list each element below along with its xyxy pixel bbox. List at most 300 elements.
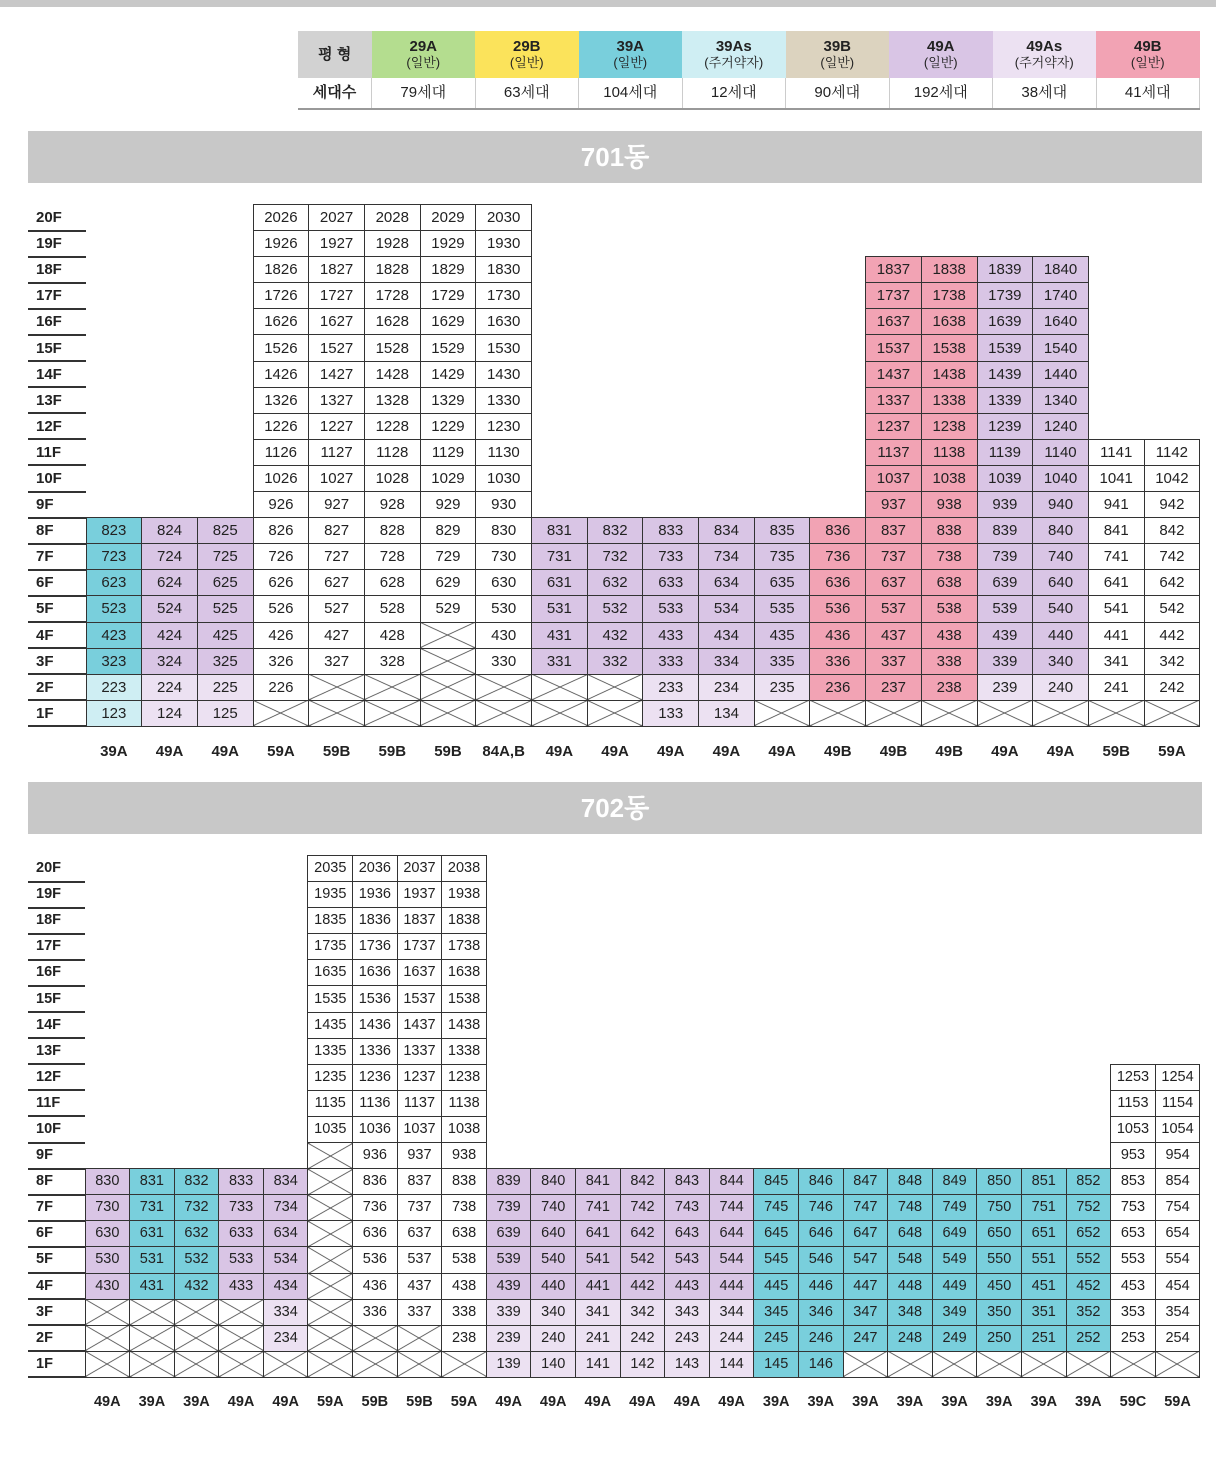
empty-cell bbox=[643, 439, 699, 465]
empty-cell bbox=[532, 361, 588, 387]
unit-type-label: 49A bbox=[584, 1394, 612, 1411]
unit-cell: 443 bbox=[665, 1273, 710, 1299]
floor-row bbox=[28, 934, 1200, 960]
empty-cell bbox=[263, 1116, 308, 1142]
legend-type-sub: (일반) bbox=[509, 54, 544, 70]
unit-cell: 540 bbox=[1033, 596, 1089, 622]
empty-cell bbox=[531, 1143, 576, 1169]
unit-type-label: 59C bbox=[1119, 1394, 1147, 1411]
empty-cell bbox=[587, 231, 643, 257]
floor-row bbox=[28, 1325, 1200, 1351]
floor-row bbox=[28, 622, 1200, 648]
unit-cell: 1529 bbox=[420, 335, 476, 361]
empty-cell bbox=[643, 361, 699, 387]
unit-cell: 427 bbox=[309, 622, 365, 648]
legend-type-29b bbox=[475, 31, 579, 78]
no-unit-cell bbox=[219, 1325, 264, 1351]
unit-cell: 1539 bbox=[977, 335, 1033, 361]
empty-cell bbox=[197, 309, 253, 335]
unit-type-label: 59B bbox=[1102, 743, 1130, 761]
unit-cell: 1028 bbox=[364, 465, 420, 491]
empty-cell bbox=[86, 361, 142, 387]
unit-cell: 2029 bbox=[420, 205, 476, 231]
unit-cell: 733 bbox=[219, 1195, 264, 1221]
unit-type-label: 59A bbox=[450, 1394, 478, 1411]
unit-cell: 423 bbox=[86, 622, 142, 648]
unit-cell: 1726 bbox=[253, 283, 309, 309]
unit-cell: 338 bbox=[921, 648, 977, 674]
unit-cell: 1736 bbox=[353, 934, 398, 960]
unit-cell: 1839 bbox=[977, 257, 1033, 283]
empty-cell bbox=[620, 986, 665, 1012]
empty-cell bbox=[130, 1143, 175, 1169]
unit-type-label: 59B bbox=[406, 1394, 433, 1411]
unit-cell: 538 bbox=[442, 1247, 487, 1273]
unit-cell: 954 bbox=[1155, 1143, 1200, 1169]
unit-cell: 1935 bbox=[308, 882, 353, 908]
unit-cell: 145 bbox=[754, 1351, 799, 1377]
unit-cell: 347 bbox=[843, 1299, 888, 1325]
floor-row bbox=[28, 361, 1200, 387]
empty-cell bbox=[699, 335, 755, 361]
empty-cell bbox=[197, 257, 253, 283]
empty-cell bbox=[665, 1012, 710, 1038]
unit-cell: 631 bbox=[532, 570, 588, 596]
floor-label: 18F bbox=[28, 257, 86, 283]
unit-cell: 553 bbox=[1111, 1247, 1156, 1273]
unit-cell: 1629 bbox=[420, 309, 476, 335]
empty-cell bbox=[486, 986, 531, 1012]
floor-label: 12F bbox=[28, 413, 86, 439]
unit-cell: 1127 bbox=[309, 439, 365, 465]
empty-cell bbox=[85, 1116, 130, 1142]
empty-cell bbox=[843, 1012, 888, 1038]
unit-cell: 1154 bbox=[1155, 1090, 1200, 1116]
floor-label: 5F bbox=[28, 596, 86, 622]
unit-cell: 339 bbox=[977, 648, 1033, 674]
unit-cell: 1626 bbox=[253, 309, 309, 335]
unit-cell: 928 bbox=[364, 492, 420, 518]
legend-count-29b: 63세대 bbox=[475, 78, 579, 109]
unit-cell: 1929 bbox=[420, 231, 476, 257]
empty-cell bbox=[754, 1116, 799, 1142]
empty-cell bbox=[709, 986, 754, 1012]
empty-cell bbox=[86, 335, 142, 361]
empty-cell bbox=[576, 1143, 621, 1169]
empty-cell bbox=[754, 257, 810, 283]
no-unit-cell bbox=[888, 1351, 933, 1377]
unit-cell: 1740 bbox=[1033, 283, 1089, 309]
unit-cell: 354 bbox=[1155, 1299, 1200, 1325]
empty-cell bbox=[219, 960, 264, 986]
unit-cell: 1836 bbox=[353, 908, 398, 934]
legend-type-name: 39As bbox=[715, 37, 752, 55]
unit-cell: 328 bbox=[364, 648, 420, 674]
unit-cell: 552 bbox=[1066, 1247, 1111, 1273]
unit-cell: 1138 bbox=[921, 439, 977, 465]
empty-cell bbox=[174, 1012, 219, 1038]
empty-cell bbox=[1111, 986, 1156, 1012]
unit-cell: 1141 bbox=[1088, 439, 1144, 465]
empty-cell bbox=[1155, 856, 1200, 882]
empty-cell bbox=[587, 257, 643, 283]
unit-cell: 330 bbox=[476, 648, 532, 674]
empty-cell bbox=[1155, 1038, 1200, 1064]
empty-cell bbox=[1111, 882, 1156, 908]
unit-cell: 442 bbox=[620, 1273, 665, 1299]
empty-cell bbox=[699, 413, 755, 439]
empty-cell bbox=[643, 413, 699, 439]
empty-cell bbox=[754, 283, 810, 309]
unit-cell: 832 bbox=[174, 1169, 219, 1195]
empty-cell bbox=[587, 361, 643, 387]
unit-cell: 1738 bbox=[921, 283, 977, 309]
unit-cell: 654 bbox=[1155, 1221, 1200, 1247]
unit-cell: 1140 bbox=[1033, 439, 1089, 465]
unit-cell: 1327 bbox=[309, 387, 365, 413]
unit-cell: 431 bbox=[532, 622, 588, 648]
unit-cell: 636 bbox=[810, 570, 866, 596]
legend-type-name: 49As bbox=[1026, 37, 1063, 55]
unit-cell: 233 bbox=[643, 674, 699, 700]
empty-cell bbox=[754, 986, 799, 1012]
unit-cell: 526 bbox=[253, 596, 309, 622]
empty-cell bbox=[531, 1012, 576, 1038]
unit-type-label: 39A bbox=[138, 1394, 166, 1411]
empty-cell bbox=[85, 1064, 130, 1090]
unit-cell: 835 bbox=[754, 518, 810, 544]
empty-cell bbox=[921, 205, 977, 231]
empty-cell bbox=[85, 934, 130, 960]
empty-cell bbox=[888, 986, 933, 1012]
unit-cell: 639 bbox=[486, 1221, 531, 1247]
empty-cell bbox=[843, 1064, 888, 1090]
empty-cell bbox=[620, 1090, 665, 1116]
empty-cell bbox=[130, 1064, 175, 1090]
unit-cell: 1928 bbox=[364, 231, 420, 257]
empty-cell bbox=[532, 257, 588, 283]
unit-cell: 833 bbox=[219, 1169, 264, 1195]
no-unit-cell bbox=[977, 700, 1033, 726]
unit-cell: 440 bbox=[1033, 622, 1089, 648]
empty-cell bbox=[754, 361, 810, 387]
empty-cell bbox=[532, 413, 588, 439]
empty-cell bbox=[130, 856, 175, 882]
no-unit-cell bbox=[130, 1351, 175, 1377]
unit-cell: 430 bbox=[476, 622, 532, 648]
empty-cell bbox=[587, 205, 643, 231]
unit-type-label: 49B bbox=[935, 743, 963, 761]
unit-cell: 628 bbox=[364, 570, 420, 596]
empty-cell bbox=[219, 1143, 264, 1169]
unit-cell: 234 bbox=[699, 674, 755, 700]
unit-type-label: 39A bbox=[1075, 1394, 1102, 1411]
empty-cell bbox=[665, 1116, 710, 1142]
unit-cell: 252 bbox=[1066, 1325, 1111, 1351]
unit-cell: 844 bbox=[709, 1169, 754, 1195]
unit-cell: 438 bbox=[921, 622, 977, 648]
empty-cell bbox=[866, 231, 922, 257]
empty-cell bbox=[531, 1116, 576, 1142]
empty-cell bbox=[1144, 335, 1200, 361]
floor-label: 8F bbox=[28, 1169, 85, 1195]
empty-cell bbox=[709, 1012, 754, 1038]
unit-cell: 638 bbox=[442, 1221, 487, 1247]
empty-cell bbox=[888, 882, 933, 908]
unit-cell: 840 bbox=[531, 1169, 576, 1195]
floor-row bbox=[28, 648, 1200, 674]
unit-cell: 1727 bbox=[309, 283, 365, 309]
empty-cell bbox=[932, 1012, 977, 1038]
unit-cell: 1537 bbox=[866, 335, 922, 361]
empty-cell bbox=[1021, 1090, 1066, 1116]
floor-row bbox=[28, 335, 1200, 361]
floor-label: 15F bbox=[28, 335, 86, 361]
empty-cell bbox=[843, 908, 888, 934]
empty-cell bbox=[486, 960, 531, 986]
unit-type-label: 49A bbox=[991, 743, 1019, 761]
unit-cell: 433 bbox=[643, 622, 699, 648]
unit-cell: 1228 bbox=[364, 413, 420, 439]
empty-cell bbox=[1111, 960, 1156, 986]
legend-type-49a bbox=[889, 31, 993, 78]
unit-cell: 533 bbox=[643, 596, 699, 622]
unit-cell: 744 bbox=[709, 1195, 754, 1221]
empty-cell bbox=[1144, 231, 1200, 257]
unit-cell: 754 bbox=[1155, 1195, 1200, 1221]
no-unit-cell bbox=[476, 674, 532, 700]
unit-cell: 831 bbox=[532, 518, 588, 544]
empty-cell bbox=[888, 1012, 933, 1038]
empty-cell bbox=[486, 1012, 531, 1038]
unit-cell: 327 bbox=[309, 648, 365, 674]
unit-cell: 331 bbox=[532, 648, 588, 674]
empty-cell bbox=[620, 1064, 665, 1090]
empty-cell bbox=[754, 309, 810, 335]
unit-cell: 244 bbox=[709, 1325, 754, 1351]
unit-cell: 530 bbox=[85, 1247, 130, 1273]
no-unit-cell bbox=[532, 674, 588, 700]
unit-cell: 536 bbox=[353, 1247, 398, 1273]
floor-label: 5F bbox=[28, 1247, 85, 1273]
unit-cell: 1530 bbox=[476, 335, 532, 361]
unit-cell: 537 bbox=[397, 1247, 442, 1273]
unit-type-label: 49A bbox=[227, 1394, 255, 1411]
unit-cell: 2035 bbox=[308, 856, 353, 882]
floor-label: 7F bbox=[28, 544, 86, 570]
empty-cell bbox=[142, 413, 198, 439]
unit-cell: 836 bbox=[810, 518, 866, 544]
unit-cell: 927 bbox=[309, 492, 365, 518]
unit-cell: 1638 bbox=[442, 960, 487, 986]
empty-cell bbox=[174, 986, 219, 1012]
empty-cell bbox=[532, 439, 588, 465]
unit-cell: 344 bbox=[709, 1299, 754, 1325]
unit-cell: 438 bbox=[442, 1273, 487, 1299]
floor-label: 20F bbox=[28, 856, 85, 882]
empty-cell bbox=[1021, 1038, 1066, 1064]
empty-cell bbox=[1021, 908, 1066, 934]
unit-cell: 1438 bbox=[921, 361, 977, 387]
empty-cell bbox=[977, 908, 1022, 934]
legend-type-49b bbox=[1096, 31, 1200, 78]
legend-type-name: 49A bbox=[926, 37, 955, 55]
empty-cell bbox=[197, 387, 253, 413]
unit-cell: 532 bbox=[587, 596, 643, 622]
unit-cell: 2026 bbox=[253, 205, 309, 231]
unit-type-label: 59B bbox=[322, 743, 351, 761]
unit-cell: 335 bbox=[754, 648, 810, 674]
empty-cell bbox=[799, 960, 844, 986]
unit-cell: 426 bbox=[253, 622, 309, 648]
unit-cell: 1126 bbox=[253, 439, 309, 465]
type-label-row bbox=[28, 726, 1200, 776]
unit-cell: 1138 bbox=[442, 1090, 487, 1116]
unit-cell: 125 bbox=[197, 700, 253, 726]
empty-cell bbox=[643, 309, 699, 335]
empty-cell bbox=[587, 309, 643, 335]
empty-cell bbox=[709, 1143, 754, 1169]
unit-cell: 1829 bbox=[420, 257, 476, 283]
empty-cell bbox=[888, 1143, 933, 1169]
empty-cell bbox=[197, 231, 253, 257]
unit-cell: 1139 bbox=[977, 439, 1033, 465]
empty-cell bbox=[130, 986, 175, 1012]
unit-cell: 324 bbox=[142, 648, 198, 674]
no-unit-cell bbox=[843, 1351, 888, 1377]
empty-cell bbox=[1021, 1143, 1066, 1169]
unit-cell: 1235 bbox=[308, 1064, 353, 1090]
unit-cell: 243 bbox=[665, 1325, 710, 1351]
empty-cell bbox=[1111, 1012, 1156, 1038]
unit-cell: 340 bbox=[1033, 648, 1089, 674]
unit-cell: 1338 bbox=[921, 387, 977, 413]
unit-cell: 633 bbox=[643, 570, 699, 596]
floor-row bbox=[28, 544, 1200, 570]
unit-type-label: 59B bbox=[434, 743, 462, 761]
empty-cell bbox=[754, 413, 810, 439]
unit-cell: 1042 bbox=[1144, 465, 1200, 491]
empty-cell bbox=[1066, 934, 1111, 960]
floor-row bbox=[28, 465, 1200, 491]
empty-cell bbox=[977, 1038, 1022, 1064]
unit-cell: 651 bbox=[1021, 1221, 1066, 1247]
unit-cell: 1237 bbox=[397, 1064, 442, 1090]
no-unit-cell bbox=[364, 700, 420, 726]
empty-cell bbox=[587, 439, 643, 465]
empty-cell bbox=[532, 283, 588, 309]
empty-cell bbox=[174, 1116, 219, 1142]
unit-cell: 254 bbox=[1155, 1325, 1200, 1351]
unit-cell: 537 bbox=[866, 596, 922, 622]
no-unit-cell bbox=[309, 674, 365, 700]
unit-cell: 1036 bbox=[353, 1116, 398, 1142]
floor-label: 16F bbox=[28, 309, 86, 335]
empty-cell bbox=[85, 1038, 130, 1064]
empty-cell bbox=[1066, 986, 1111, 1012]
unit-cell: 1830 bbox=[476, 257, 532, 283]
no-unit-cell bbox=[587, 700, 643, 726]
unit-type-label: 49A bbox=[712, 743, 741, 761]
unit-cell: 1029 bbox=[420, 465, 476, 491]
legend-count-49as: 38세대 bbox=[993, 78, 1097, 109]
floor-row bbox=[28, 908, 1200, 934]
empty-cell bbox=[810, 387, 866, 413]
unit-cell: 251 bbox=[1021, 1325, 1066, 1351]
empty-cell bbox=[699, 231, 755, 257]
unit-cell: 640 bbox=[531, 1221, 576, 1247]
empty-cell bbox=[1111, 934, 1156, 960]
empty-cell bbox=[709, 960, 754, 986]
unit-cell: 1527 bbox=[309, 335, 365, 361]
unit-cell: 1635 bbox=[308, 960, 353, 986]
floor-label: 2F bbox=[28, 1325, 85, 1351]
no-unit-cell bbox=[85, 1299, 130, 1325]
unit-cell: 639 bbox=[977, 570, 1033, 596]
unit-cell: 449 bbox=[932, 1273, 977, 1299]
unit-cell: 724 bbox=[142, 544, 198, 570]
unit-cell: 1826 bbox=[253, 257, 309, 283]
legend-type-name: 49B bbox=[1133, 37, 1162, 55]
empty-cell bbox=[699, 465, 755, 491]
unit-cell: 431 bbox=[130, 1273, 175, 1299]
floor-row bbox=[28, 570, 1200, 596]
unit-cell: 439 bbox=[977, 622, 1033, 648]
unit-cell: 425 bbox=[197, 622, 253, 648]
unit-cell: 649 bbox=[932, 1221, 977, 1247]
empty-cell bbox=[130, 882, 175, 908]
unit-cell: 941 bbox=[1088, 492, 1144, 518]
unit-cell: 738 bbox=[921, 544, 977, 570]
empty-cell bbox=[888, 960, 933, 986]
unit-cell: 353 bbox=[1111, 1299, 1156, 1325]
empty-cell bbox=[576, 986, 621, 1012]
empty-cell bbox=[699, 257, 755, 283]
empty-cell bbox=[1066, 908, 1111, 934]
empty-cell bbox=[1021, 1064, 1066, 1090]
unit-cell: 737 bbox=[397, 1195, 442, 1221]
empty-cell bbox=[1088, 413, 1144, 439]
legend-count-39as: 12세대 bbox=[682, 78, 786, 109]
unit-cell: 1054 bbox=[1155, 1116, 1200, 1142]
floor-label: 4F bbox=[28, 622, 86, 648]
unit-cell: 554 bbox=[1155, 1247, 1200, 1273]
floor-label: 1F bbox=[28, 700, 86, 726]
unit-cell: 451 bbox=[1021, 1273, 1066, 1299]
empty-cell bbox=[810, 257, 866, 283]
unit-type-label: 49A bbox=[629, 1394, 656, 1411]
empty-cell bbox=[1144, 257, 1200, 283]
empty-cell bbox=[587, 413, 643, 439]
unit-cell: 1137 bbox=[397, 1090, 442, 1116]
unit-cell: 831 bbox=[130, 1169, 175, 1195]
empty-cell bbox=[754, 205, 810, 231]
unit-cell: 530 bbox=[476, 596, 532, 622]
unit-cell: 1237 bbox=[866, 413, 922, 439]
empty-cell bbox=[643, 283, 699, 309]
unit-cell: 2037 bbox=[397, 856, 442, 882]
unit-cell: 632 bbox=[587, 570, 643, 596]
empty-cell bbox=[754, 960, 799, 986]
unit-cell: 1229 bbox=[420, 413, 476, 439]
unit-cell: 139 bbox=[486, 1351, 531, 1377]
unit-cell: 725 bbox=[197, 544, 253, 570]
empty-cell bbox=[219, 1038, 264, 1064]
unit-cell: 133 bbox=[643, 700, 699, 726]
unit-cell: 527 bbox=[309, 596, 365, 622]
floor-label: 10F bbox=[28, 1116, 85, 1142]
unit-cell: 544 bbox=[709, 1247, 754, 1273]
